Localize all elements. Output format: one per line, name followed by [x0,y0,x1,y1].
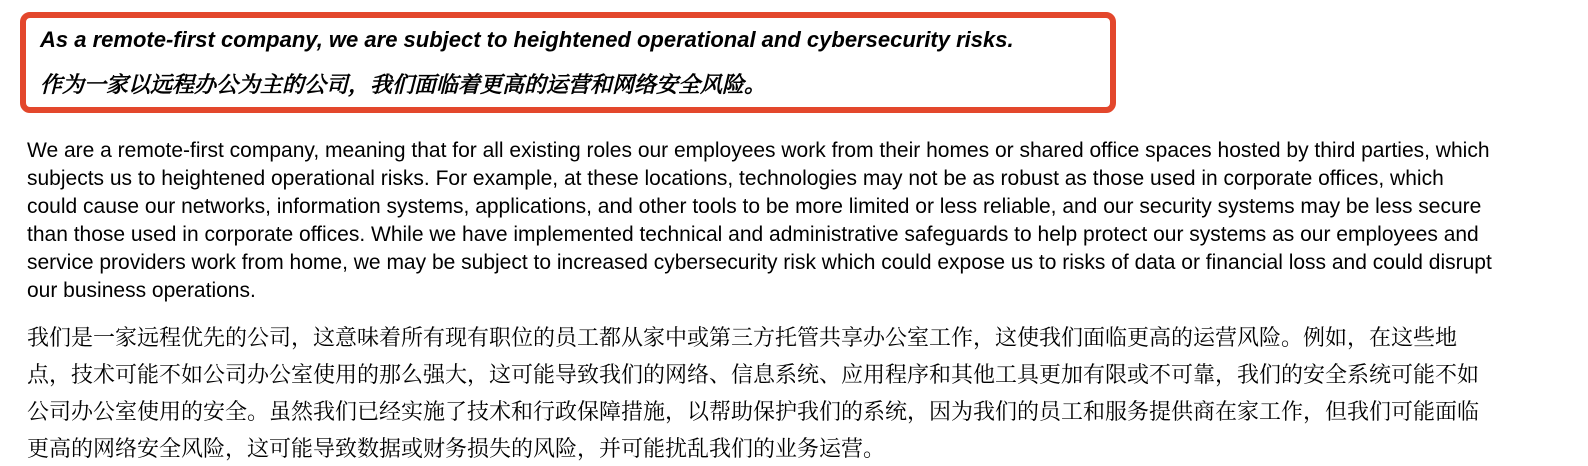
risk-paragraph-english: We are a remote-first company, meaning that for all existing roles our employees work from their homes or shared office spaces hosted by third parties, which subjects us to heightened operational risks. For example, at these locations, technologies may not be as robust as those used in corporate offices, which could cause our networks, information systems, applications, and other tools to be more limited or less reliable, and our security systems may be less secure than those used in corporate offices. While we have implemented technical and administrative safeguards to help protect our systems as our employees and service providers work from home, we may be subject to increased cybersecurity risk which could expose us to risks of data or financial loss and could disrupt our business operations. [27,139,1492,302]
risk-heading-english: As a remote-first company, we are subject to heightened operational and cybersecurity risks. [40,27,1014,52]
risk-heading-chinese: 作为一家以远程办公为主的公司，我们面临着更高的运营和网络安全风险。 [40,72,767,97]
risk-heading-box [20,12,1116,113]
document-page [0,12,1588,466]
risk-paragraph-chinese: 我们是一家远程优先的公司，这意味着所有现有职位的员工都从家中或第三方托管共享办公室工作，这使我们面临更高的运营风险。例如，在这些地点，技术可能不如公司办公室使用的那么强大，这可能导致我们的网络、信息系统、应用程序和其他工具更加有限或不可靠，我们的安全系统可能不如公司办公室使用的安全。虽然我们已经实施了技术和行政保障措施，以帮助保护我们的系统，因为我们的员工和服务提供商在家工作，但我们可能面临更高的网络安全风险，这可能导致数据或财务损失的风险，并可能扰乱我们的业务运营。 [27,325,1480,461]
